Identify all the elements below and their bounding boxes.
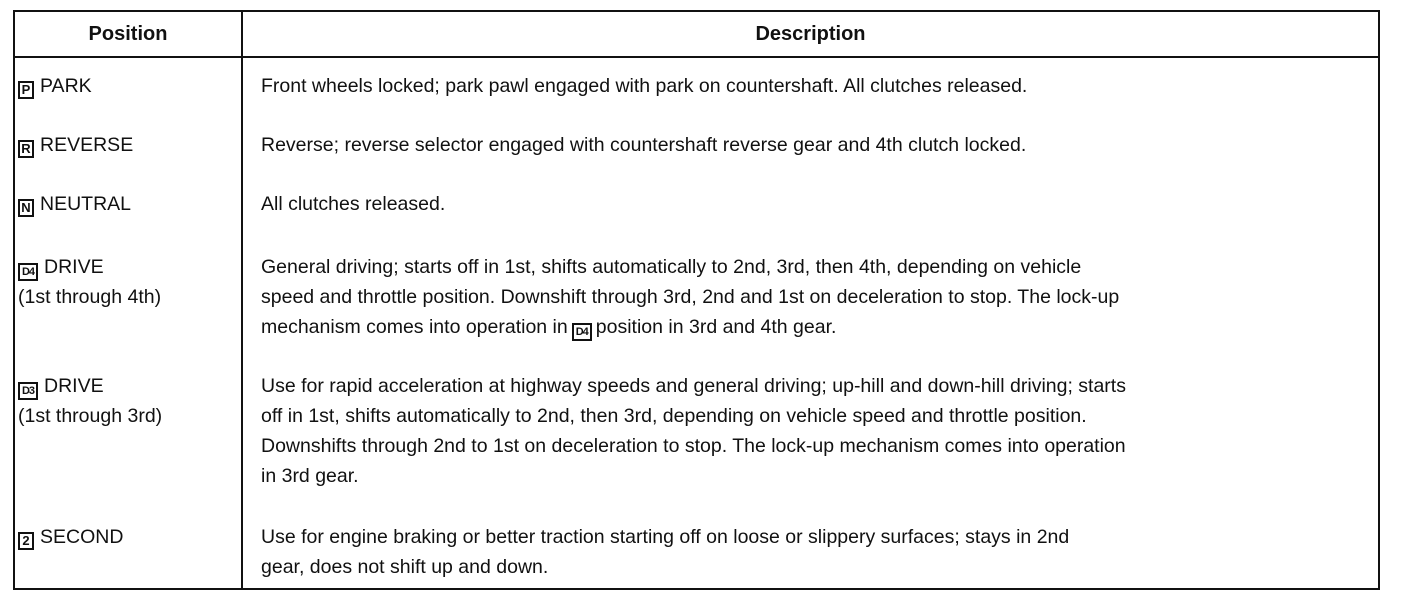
description-cell (261, 189, 1371, 219)
description-line: off in 1st, shifts automatically to 2nd, then 3rd, depending on vehicle speed and throttle position. (261, 405, 1087, 427)
description-line: speed and throttle position. Downshift through 3rd, 2nd and 1st on deceleration to stop. The lock-up (261, 286, 1120, 308)
d4-symbol-icon: D4 (18, 263, 38, 281)
description-cell (261, 522, 1371, 582)
description-cell (261, 71, 1371, 101)
header-position: Position (88, 22, 168, 45)
d3-symbol-icon: D3 (18, 382, 38, 400)
description-cell (261, 371, 1371, 491)
position-cell (18, 130, 238, 160)
d4-symbol-icon: D4 (572, 323, 592, 341)
position-cell (18, 522, 238, 552)
description-line: Downshifts through 2nd to 1st on deceleration to stop. The lock-up mechanism comes into operation (261, 435, 1126, 457)
position-label: DRIVE (44, 256, 104, 278)
gear-position-table (13, 10, 1380, 590)
position-label: REVERSE (40, 134, 134, 156)
r-symbol-icon: R (18, 140, 34, 158)
description-line: Front wheels locked; park pawl engaged with park on countershaft. All clutches released. (261, 75, 1028, 97)
description-line: General driving; starts off in 1st, shifts automatically to 2nd, 3rd, then 4th, depending on vehicle (261, 256, 1082, 278)
position-cell (18, 371, 238, 431)
description-line: gear, does not shift up and down. (261, 556, 549, 578)
position-sublabel: (1st through 4th) (18, 286, 162, 308)
description-line: Use for engine braking or better traction starting off on loose or slippery surfaces; stays in 2nd (261, 526, 1070, 548)
description-fragment: position in 3rd and 4th gear. (595, 316, 837, 338)
position-cell (18, 189, 238, 219)
description-line-with-symbol (261, 312, 1371, 342)
description-line: Reverse; reverse selector engaged with countershaft reverse gear and 4th clutch locked. (261, 134, 1027, 156)
description-line: in 3rd gear. (261, 465, 359, 487)
description-fragment: mechanism comes into operation in (261, 316, 568, 338)
position-label: NEUTRAL (40, 193, 132, 215)
description-line: Use for rapid acceleration at highway speeds and general driving; up-hill and down-hill driving; starts (261, 375, 1126, 397)
position-cell (18, 252, 238, 312)
n-symbol-icon: N (18, 199, 34, 217)
position-label: DRIVE (44, 375, 104, 397)
second-symbol-icon: 2 (18, 532, 34, 550)
table-header (15, 12, 1378, 58)
header-description: Description (755, 22, 866, 45)
position-label: SECOND (40, 526, 124, 548)
position-cell (18, 71, 238, 101)
p-symbol-icon: P (18, 81, 34, 99)
position-sublabel: (1st through 3rd) (18, 405, 163, 427)
position-label: PARK (40, 75, 92, 97)
description-cell (261, 252, 1371, 342)
description-cell (261, 130, 1371, 160)
description-line: All clutches released. (261, 193, 446, 215)
column-divider (241, 12, 243, 588)
